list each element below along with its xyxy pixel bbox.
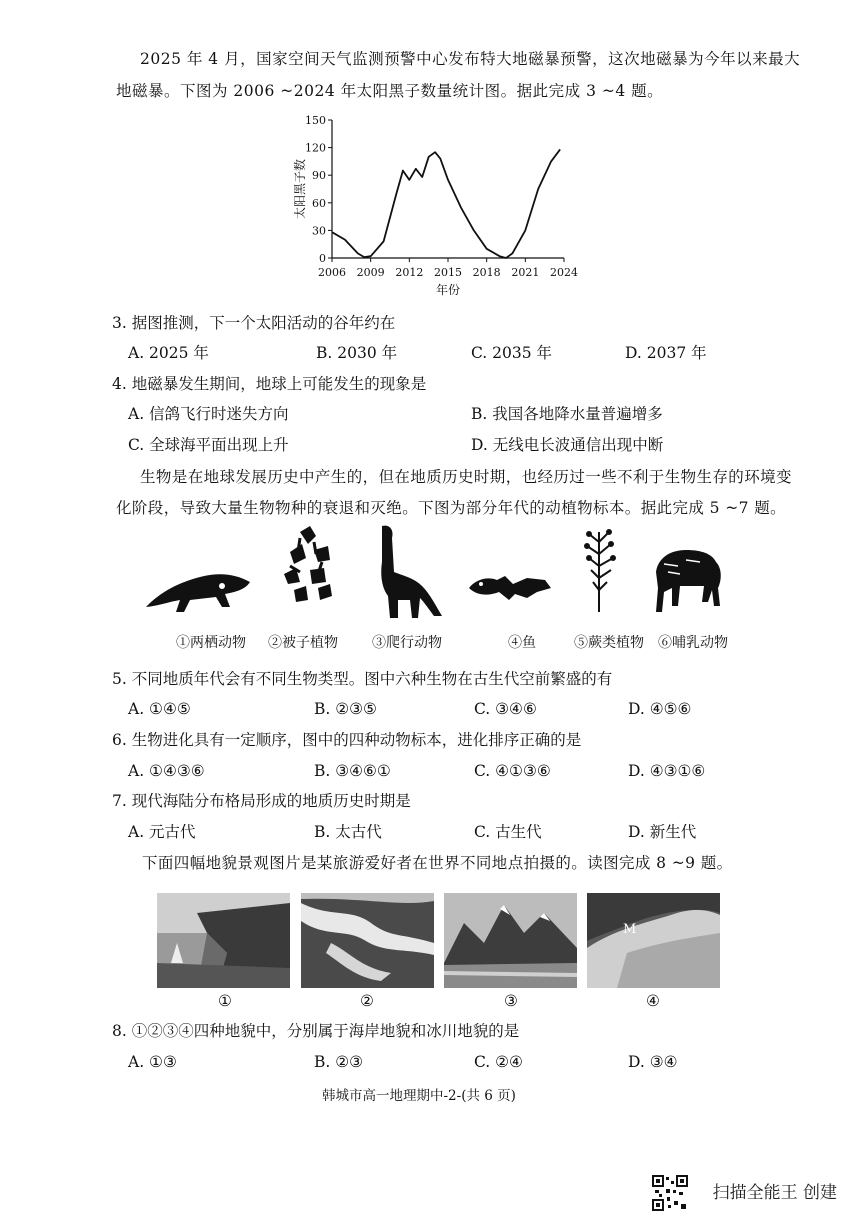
x-tick-label: 2006 (318, 266, 346, 279)
q8-option-d: D. ③④ (628, 1053, 678, 1071)
fish-fossil-icon (469, 576, 551, 600)
angiosperm-fossil-icon (284, 526, 332, 602)
q7-option-a: A. 元古代 (128, 823, 196, 841)
photo-label-4: ④ (646, 992, 660, 1010)
mammal-fossil-icon (656, 550, 721, 612)
y-axis-label: 太阳黑子数 (293, 158, 307, 220)
q3-option-a: A. 2025 年 (128, 344, 209, 362)
y-tick-label: 0 (319, 252, 326, 265)
landscape-photo-1 (157, 893, 290, 988)
y-tick-label: 150 (305, 114, 326, 127)
q6-option-c: C. ④①③⑥ (474, 762, 551, 780)
y-tick-label: 60 (312, 196, 326, 210)
q6-option-d: D. ④③①⑥ (628, 762, 706, 780)
q4-option-b: B. 我国各地降水量普遍增多 (471, 405, 663, 423)
q7-option-c: C. 古生代 (474, 823, 542, 841)
q5-option-d: D. ④⑤⑥ (628, 700, 692, 718)
q3-option-b: B. 2030 年 (316, 344, 398, 362)
x-tick-label: 2024 (550, 266, 578, 279)
q3-option-d: D. 2037 年 (625, 344, 707, 362)
amphibian-fossil-icon (146, 574, 250, 612)
intro2-line-2: 化阶段，导致大量生物物种的衰退和灭绝。下图为部分年代的动植物标本。据此完成 5 ~7 题。 (116, 499, 786, 517)
q7-option-b: B. 太古代 (314, 823, 382, 841)
question-5-stem: 5. 不同地质年代会有不同生物类型。图中六种生物在古生代空前繁盛的有 (112, 670, 613, 688)
x-axis-label: 年份 (435, 283, 461, 297)
q5-option-a: A. ①④⑤ (128, 700, 191, 718)
fossil-figure (140, 522, 740, 622)
fossil-label-2: ②被子植物 (268, 635, 338, 651)
sunspot-chart (290, 108, 620, 308)
q7-option-d: D. 新生代 (628, 823, 697, 841)
photo4-mark-label: M (623, 922, 637, 937)
q8-option-c: C. ②④ (474, 1053, 523, 1071)
x-tick-label: 2015 (434, 266, 462, 279)
q8-option-a: A. ①③ (128, 1053, 177, 1071)
q5-option-c: C. ③④⑥ (474, 700, 537, 718)
question-4-stem: 4. 地磁暴发生期间，地球上可能发生的现象是 (112, 375, 427, 393)
fossil-label-3: ③爬行动物 (372, 635, 442, 651)
intro2-line-1: 生物是在地球发展历史中产生的，但在地质历史时期，也经历过一些不利于生物生存的环境变 (140, 468, 792, 486)
q8-option-b: B. ②③ (314, 1053, 364, 1071)
scanner-watermark-label: 扫描全能王 创建 (712, 1183, 837, 1203)
fossil-label-1: ①两栖动物 (176, 635, 246, 651)
q4-option-d: D. 无线电长波通信出现中断 (471, 436, 664, 454)
q5-option-b: B. ②③⑤ (314, 700, 377, 718)
fern-fossil-icon (585, 530, 615, 612)
x-tick-label: 2009 (356, 266, 385, 279)
x-tick-label: 2012 (395, 266, 424, 279)
x-tick-label: 2018 (472, 266, 501, 279)
y-tick-label: 30 (312, 224, 326, 238)
question-6-stem: 6. 生物进化具有一定顺序，图中的四种动物标本，进化排序正确的是 (112, 731, 582, 749)
question-3-stem: 3. 据图推测，下一个太阳活动的谷年约在 (112, 314, 396, 332)
y-tick-label: 90 (312, 169, 326, 183)
q6-option-a: A. ①④③⑥ (128, 762, 205, 780)
question-7-stem: 7. 现代海陆分布格局形成的地质历史时期是 (112, 792, 411, 810)
q4-option-c: C. 全球海平面出现上升 (128, 436, 289, 454)
fossil-label-5: ⑤蕨类植物 (574, 635, 644, 651)
fossil-label-6: ⑥哺乳动物 (658, 635, 728, 651)
intro-line-2: 地磁暴。下图为 2006 ~2024 年太阳黑子数量统计图。据此完成 3 ~4 题。 (116, 82, 664, 100)
intro-line-1: 2025 年 4 月，国家空间天气监测预警中心发布特大地磁暴预警，这次地磁暴为今年以来最大 (140, 50, 801, 68)
fossil-label-4: ④鱼 (508, 635, 536, 651)
reptile-fossil-icon (381, 526, 442, 618)
q4-option-a: A. 信鸽飞行时迷失方向 (128, 405, 289, 423)
page-footer: 韩城市高一地理期中-2-(共 6 页) (322, 1088, 516, 1104)
photo-label-3: ③ (504, 992, 518, 1010)
photo-label-1: ① (218, 992, 232, 1010)
question-8-stem: 8. ①②③④四种地貌中，分别属于海岸地貌和冰川地貌的是 (112, 1022, 520, 1040)
photo-label-2: ② (360, 992, 374, 1010)
landscape-photo-2 (301, 893, 434, 988)
landscape-photo-3 (444, 893, 577, 988)
sunspot-series-line (332, 149, 560, 258)
q6-option-b: B. ③④⑥① (314, 762, 391, 780)
intro3-line: 下面四幅地貌景观图片是某旅游爱好者在世界不同地点拍摄的。读图完成 8 ~9 题。 (142, 854, 733, 872)
y-tick-label: 120 (305, 141, 326, 155)
qr-code-icon (652, 1175, 688, 1211)
x-tick-label: 2021 (511, 266, 540, 279)
q3-option-c: C. 2035 年 (471, 344, 553, 362)
landscape-photo-4 (587, 893, 720, 988)
